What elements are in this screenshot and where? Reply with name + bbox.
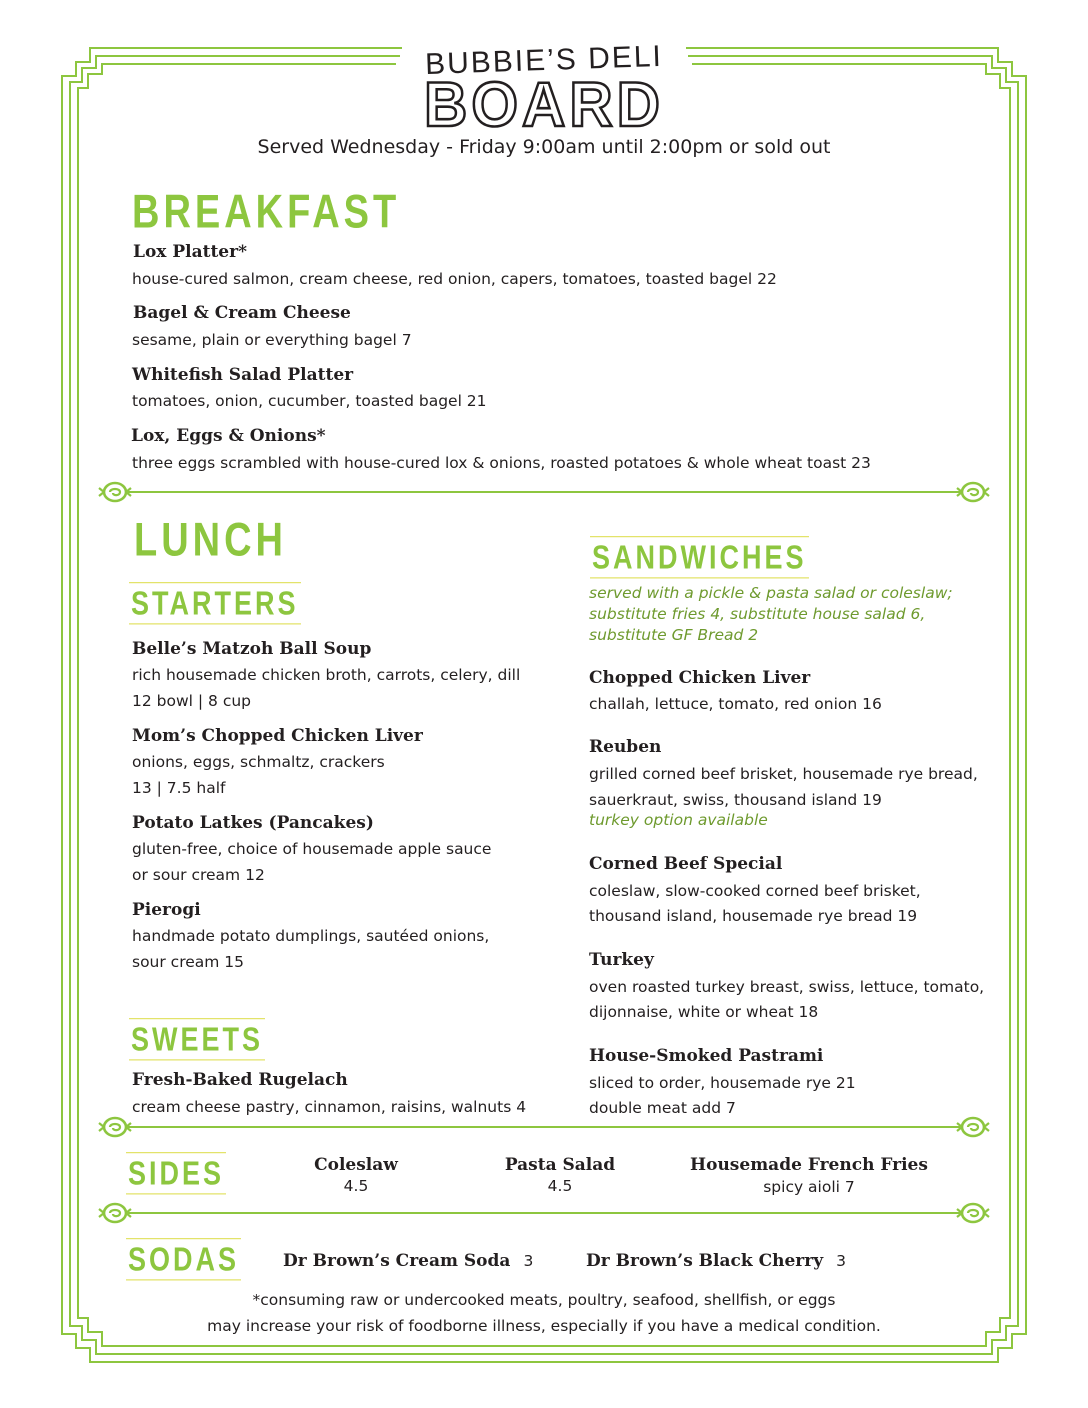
sweets-heading: SWEETS bbox=[129, 1018, 265, 1061]
menu-item-desc: grilled corned beef brisket, housemade rye bread, bbox=[589, 765, 978, 783]
side-item-price: spicy aioli 7 bbox=[763, 1178, 855, 1196]
sandwiches-heading: SANDWICHES bbox=[590, 536, 809, 579]
side-item-price: 4.5 bbox=[343, 1177, 369, 1195]
menu-item-price: 13 | 7.5 half bbox=[132, 779, 226, 797]
menu-item-note: turkey option available bbox=[589, 811, 768, 829]
menu-item-name: Belle’s Matzoh Ball Soup bbox=[132, 639, 372, 659]
sodas-heading: SODAS bbox=[126, 1238, 241, 1281]
menu-item-desc: coleslaw, slow-cooked corned beef brisket, bbox=[589, 882, 921, 900]
side-item-name: Coleslaw bbox=[314, 1155, 398, 1175]
menu-item-desc: cream cheese pastry, cinnamon, raisins, walnuts 4 bbox=[132, 1098, 527, 1116]
starters-heading: STARTERS bbox=[129, 582, 301, 625]
menu-item-name: Pierogi bbox=[132, 900, 201, 920]
menu-item-desc: onions, eggs, schmaltz, crackers bbox=[132, 753, 385, 771]
menu-item-name: Lox, Eggs & Onions* bbox=[131, 426, 326, 446]
menu-item-desc: sesame, plain or everything bagel 7 bbox=[132, 331, 412, 349]
menu-item-price: 12 bowl | 8 cup bbox=[132, 692, 252, 710]
menu-item-name: Reuben bbox=[589, 737, 662, 757]
menu-item-name: Corned Beef Special bbox=[589, 854, 783, 874]
side-item-name: Housemade French Fries bbox=[690, 1155, 928, 1175]
menu-item-name: Turkey bbox=[589, 950, 654, 970]
soda-item-name: Dr Brown’s Cream Soda bbox=[283, 1251, 511, 1271]
menu-item-name: Lox Platter* bbox=[133, 242, 247, 262]
menu-item-desc: gluten-free, choice of housemade apple sauce bbox=[132, 840, 492, 858]
menu-item-desc: handmade potato dumplings, sautéed onions, bbox=[132, 927, 490, 945]
sandwiches-note: substitute fries 4, substitute house salad 6, bbox=[589, 605, 926, 623]
menu-item-desc: oven roasted turkey breast, swiss, lettuce, tomato, bbox=[589, 978, 985, 996]
menu-item-name: Mom’s Chopped Chicken Liver bbox=[132, 726, 423, 746]
soda-item-price: 3 bbox=[523, 1252, 534, 1270]
menu-item-desc: sauerkraut, swiss, thousand island 19 bbox=[589, 791, 882, 809]
menu-item-desc: or sour cream 12 bbox=[132, 866, 265, 884]
sandwiches-note: substitute GF Bread 2 bbox=[589, 626, 759, 644]
disclaimer-line: *consuming raw or undercooked meats, poultry, seafood, shellfish, or eggs bbox=[252, 1291, 836, 1309]
breakfast-heading: BREAKFAST bbox=[132, 186, 401, 239]
side-item-price: 4.5 bbox=[547, 1177, 573, 1195]
menu-item-name: Whitefish Salad Platter bbox=[132, 365, 354, 385]
menu-item-desc: sour cream 15 bbox=[132, 953, 245, 971]
soda-item-name: Dr Brown’s Black Cherry bbox=[586, 1251, 824, 1271]
menu-item-name: Chopped Chicken Liver bbox=[589, 668, 811, 688]
brand-subtitle: BUBBIE’S DELI bbox=[424, 39, 664, 82]
menu-item-name: Potato Latkes (Pancakes) bbox=[132, 813, 374, 833]
menu-item-desc: rich housemade chicken broth, carrots, celery, dill bbox=[132, 666, 521, 684]
menu-item-name: Fresh-Baked Rugelach bbox=[132, 1070, 348, 1090]
brand-title: BOARD bbox=[424, 69, 664, 140]
menu-item-desc: three eggs scrambled with house-cured lox & onions, roasted potatoes & whole wheat toast 23 bbox=[132, 454, 871, 472]
lunch-heading: LUNCH bbox=[134, 514, 287, 567]
menu-item-name: House-Smoked Pastrami bbox=[589, 1046, 824, 1066]
menu-item-desc: sliced to order, housemade rye 21 bbox=[589, 1074, 856, 1092]
menu-item-desc: thousand island, housemade rye bread 19 bbox=[589, 907, 918, 925]
menu-item-desc: dijonnaise, white or wheat 18 bbox=[589, 1003, 819, 1021]
sides-heading: SIDES bbox=[126, 1152, 226, 1195]
side-item-name: Pasta Salad bbox=[504, 1155, 616, 1175]
menu-item-desc: challah, lettuce, tomato, red onion 16 bbox=[589, 695, 882, 713]
service-hours: Served Wednesday - Friday 9:00am until 2:00pm or sold out bbox=[257, 136, 831, 158]
disclaimer-line: may increase your risk of foodborne illness, especially if you have a medical condition. bbox=[207, 1317, 881, 1335]
menu-item-desc: double meat add 7 bbox=[589, 1099, 736, 1117]
sandwiches-note: served with a pickle & pasta salad or coleslaw; bbox=[589, 584, 953, 602]
soda-item bbox=[283, 1248, 533, 1274]
menu-item-desc: tomatoes, onion, cucumber, toasted bagel 21 bbox=[132, 392, 487, 410]
soda-item-price: 3 bbox=[836, 1252, 847, 1270]
menu-item-desc: house-cured salmon, cream cheese, red onion, capers, tomatoes, toasted bagel 22 bbox=[132, 270, 777, 288]
menu-item-name: Bagel & Cream Cheese bbox=[133, 303, 351, 323]
soda-item bbox=[586, 1248, 846, 1274]
